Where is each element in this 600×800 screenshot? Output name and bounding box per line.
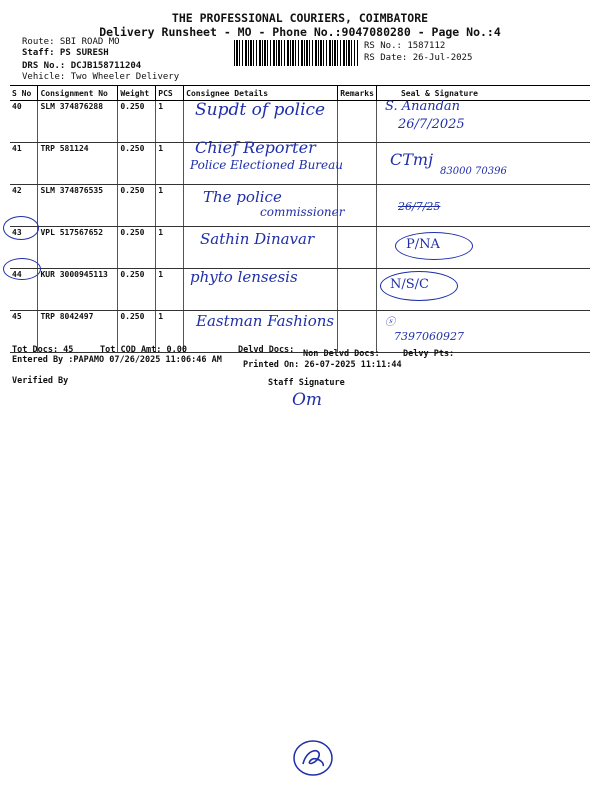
cell-pcs: 1 <box>156 143 184 185</box>
table-row <box>10 269 590 311</box>
cell-pcs: 1 <box>156 269 184 311</box>
cell-pcs: 1 <box>156 227 184 269</box>
cell-remarks <box>338 143 377 185</box>
signature-stamp: P/NA <box>406 237 440 252</box>
cell-pcs: 1 <box>156 101 184 143</box>
staff-label: Staff: PS SURESH <box>22 48 109 58</box>
handwritten-consignee: The police <box>203 188 282 206</box>
table-header-row <box>10 86 590 101</box>
delivery-points: Delvy Pts: <box>403 349 455 359</box>
staff-signature-mark: Om <box>292 390 323 410</box>
cell-remarks <box>338 101 377 143</box>
cell-pcs: 1 <box>156 311 184 353</box>
signature-stamp: N/S/C <box>390 277 429 292</box>
signature-date: 26/7/25 <box>398 200 441 213</box>
page-initial-stamp-icon <box>291 738 335 778</box>
cell-consignment: SLM 374876535 <box>38 185 118 227</box>
cell-weight: 0.250 <box>118 227 156 269</box>
cell-weight: 0.250 <box>118 143 156 185</box>
cell-consignment: TRP 581124 <box>38 143 118 185</box>
cell-consignment: SLM 374876288 <box>38 101 118 143</box>
total-docs: Tot Docs: 45 <box>12 345 74 355</box>
verified-by: Verified By <box>12 376 69 386</box>
vehicle-label: Vehicle: Two Wheeler Delivery <box>22 72 180 82</box>
col-pcs: PCS <box>156 86 184 101</box>
cell-weight: 0.250 <box>118 185 156 227</box>
cell-sno: 41 <box>10 143 38 185</box>
cell-remarks <box>338 269 377 311</box>
rs-number: RS No.: 1587112 <box>364 41 446 51</box>
cell-sno: 44 <box>10 269 38 311</box>
signature-text: S. Anandan <box>385 99 461 114</box>
col-sno: S No <box>10 86 38 101</box>
cell-weight: 0.250 <box>118 101 156 143</box>
cell-weight: 0.250 <box>118 311 156 353</box>
route-label: Route: SBI ROAD MO <box>22 37 120 47</box>
handwritten-consignee: Eastman Fashions <box>196 312 335 330</box>
col-remarks: Remarks <box>338 86 377 101</box>
cell-consignment: KUR 3000945113 <box>38 269 118 311</box>
total-cod: Tot COD Amt: 0.00 <box>100 345 187 355</box>
entered-by: Entered By :PAPAMO 07/26/2025 11:06:46 AM <box>12 355 222 365</box>
signature-date: 26/7/2025 <box>398 117 465 132</box>
cell-weight: 0.250 <box>118 269 156 311</box>
printed-on: Printed On: 26-07-2025 11:11:44 <box>243 360 402 370</box>
cell-sno: 45 <box>10 311 38 353</box>
company-title: THE PROFESSIONAL COURIERS, COIMBATORE <box>171 11 429 25</box>
signature-initials-icon: ⓢ <box>385 317 395 328</box>
row-mark-circle-icon <box>3 258 41 280</box>
runsheet-subtitle: Delivery Runsheet - MO - Phone No.:9047080280 - Page No.:4 <box>99 25 501 39</box>
signature-phone: 83000 70396 <box>440 166 507 177</box>
handwritten-consignee-line2: Police Electioned Bureau <box>190 158 344 172</box>
cell-remarks <box>338 227 377 269</box>
col-consignment: Consignment No <box>38 86 118 101</box>
signature-text: CTmj <box>390 150 434 169</box>
barcode-icon <box>234 40 358 66</box>
cell-consignment: VPL 517567652 <box>38 227 118 269</box>
handwritten-consignee: Chief Reporter <box>195 138 316 157</box>
cell-pcs: 1 <box>156 185 184 227</box>
cell-sno: 42 <box>10 185 38 227</box>
signature-phone: 7397060927 <box>394 330 464 343</box>
handwritten-consignee: phyto lensesis <box>190 268 298 286</box>
handwritten-consignee: Supdt of police <box>195 100 326 120</box>
col-signature: Seal & Signature <box>376 86 590 101</box>
col-weight: Weight <box>118 86 156 101</box>
non-delivered-docs: Non Delvd Docs: <box>303 349 380 359</box>
cell-sno: 43 <box>10 227 38 269</box>
rs-date: RS Date: 26-Jul-2025 <box>364 53 473 63</box>
col-consignee: Consignee Details <box>184 86 338 101</box>
handwritten-consignee: Sathin Dinavar <box>200 230 315 248</box>
cell-sno: 40 <box>10 101 38 143</box>
handwritten-consignee-line2: commissioner <box>260 205 345 219</box>
cell-remarks <box>338 311 377 353</box>
drs-number: DRS No.: DCJB158711204 <box>22 61 142 71</box>
row-mark-circle-icon <box>3 216 39 240</box>
staff-signature-label: Staff Signature <box>268 378 345 388</box>
delivered-docs: Delvd Docs: <box>238 345 295 355</box>
cell-consignment: TRP 8042497 <box>38 311 118 353</box>
